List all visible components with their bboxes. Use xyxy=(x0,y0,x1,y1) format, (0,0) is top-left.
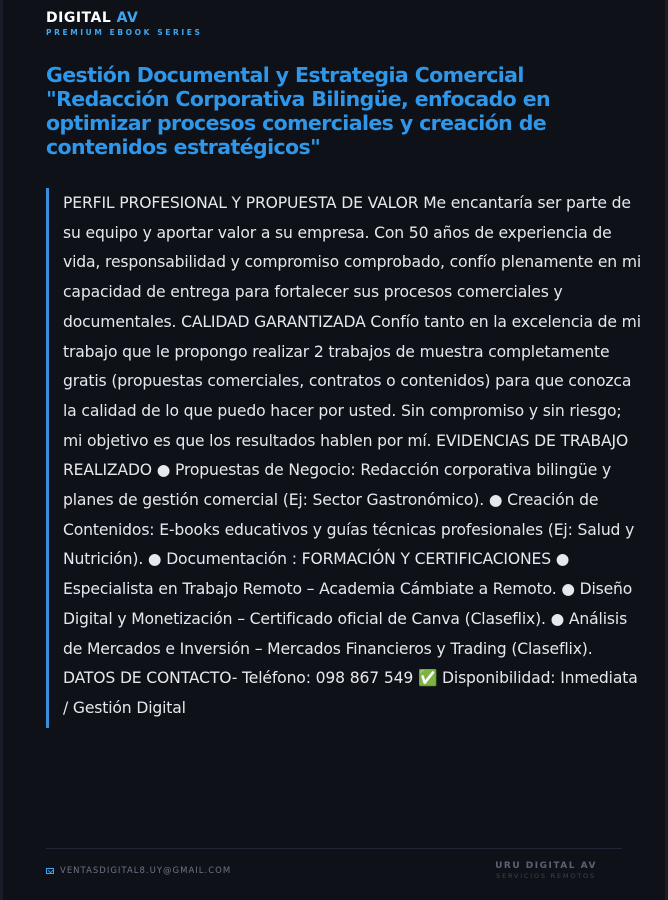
document-title: Gestión Documental y Estrategia Comercial "Redacción Corporativa Bilingüe, enfocado en optimizar procesos comerciales y creación de contenidos estratégicos" xyxy=(46,63,550,159)
content-block xyxy=(46,188,643,728)
brand-name xyxy=(46,9,202,27)
series-label: PREMIUM EBOOK SERIES xyxy=(46,28,203,37)
footer-tagline: SERVICIOS REMOTOS xyxy=(496,872,596,880)
brand-header xyxy=(46,9,202,38)
brand-name-main: DIGITAL xyxy=(46,10,112,26)
footer-email[interactable]: VENTASDIGITAL8.UY@GMAIL.COM xyxy=(60,866,232,876)
footer-brand xyxy=(478,861,614,881)
mail-icon xyxy=(46,868,54,874)
body-text: PERFIL PROFESIONAL Y PROPUESTA DE VALOR Me encantaría ser parte de su equipo y aportar valor a su empresa. Con 50 años de experiencia de vida, responsabilidad y compromiso comprobado, confío plenamente en mi capacidad de entrega para fortalecer sus procesos comerciales y documentales. CALIDAD GARANTIZADA Confío tanto en la excelencia de mi trabajo que le propongo realizar 2 trabajos de muestra completamente gratis (propuestas comerciales, contratos o contenidos) para que conozca la calidad de lo que puedo hacer por usted. Sin compromiso y sin riesgo; mi objetivo es que los resultados hablen por mí. EVIDENCIAS DE TRABAJO REALIZADO ● Propuestas de Negocio: Redacción corporativa bilingüe y planes de gestión comercial (Ej: Sector Gastronómico). ● Creación de Contenidos: E-books educativos y guías técnicas profesionales (Ej: Salud y Nutrición). ● Documentación : FORMACIÓN Y CERTIFICACIONES ● Especialista en Trabajo Remoto – Academia Cámbiate a Remoto. ● Diseño Digital y Monetización – Certificado oficial de Canva (Claseflix). ● Análisis de Mercados e Inversión – Mercados Financieros y Trading (Claseflix). DATOS DE CONTACTO- Teléfono: 098 867 549 ✅ Disponibilidad: Inmediata / Gestión Digital xyxy=(63,194,642,717)
footer-contact xyxy=(46,866,231,876)
footer-divider xyxy=(46,848,622,849)
brand-name-accent: AV xyxy=(116,10,139,26)
footer-brand-name: URU DIGITAL AV xyxy=(495,861,597,871)
